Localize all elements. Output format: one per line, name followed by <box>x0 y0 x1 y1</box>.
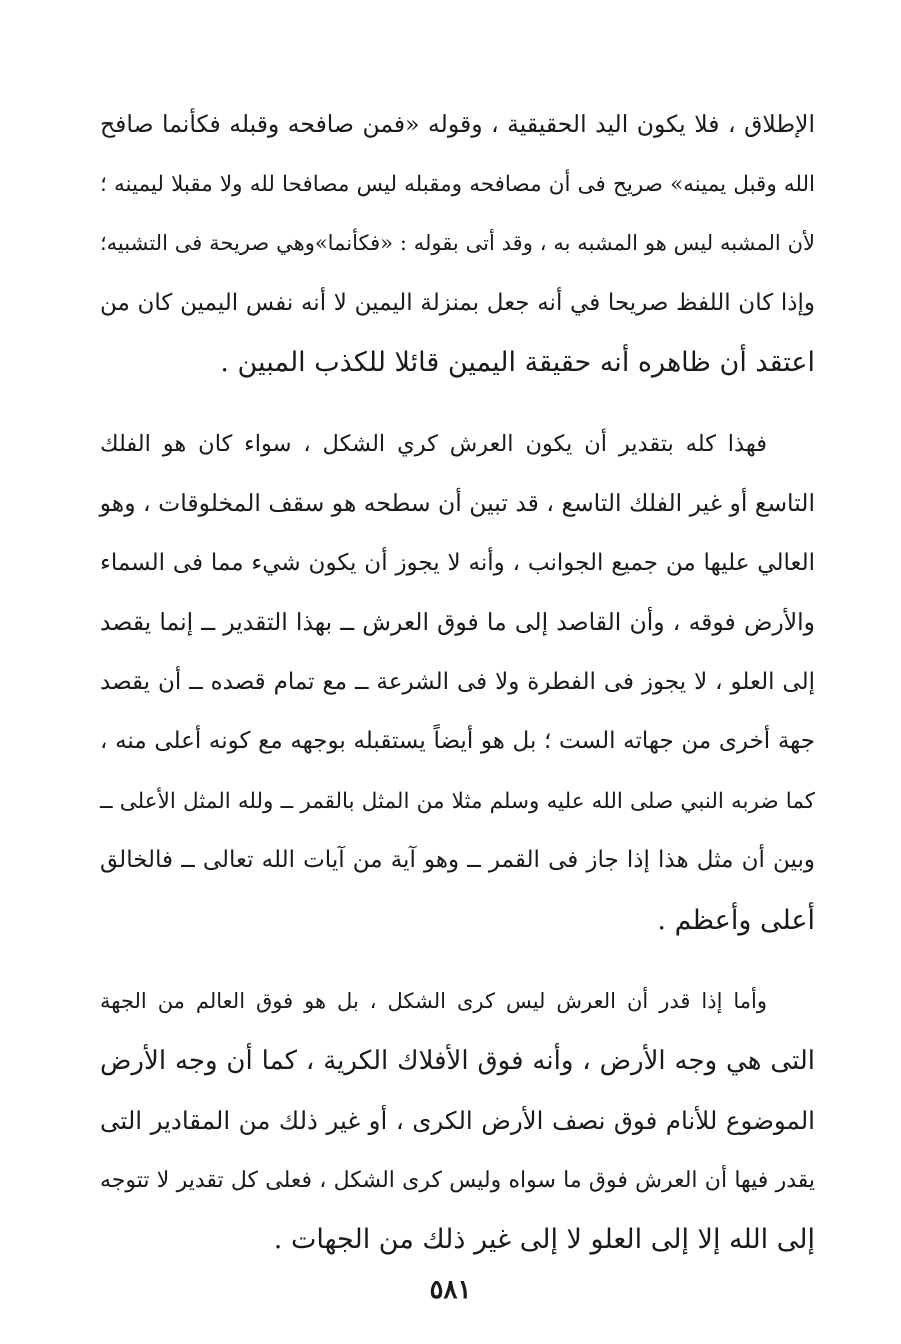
text-line: وبين أن مثل هذا إذا جاز فى القمر ــ وهو آية من آيات الله تعالى ــ فالخالق <box>100 847 815 873</box>
paragraph-3 <box>100 972 815 1270</box>
text-line: والأرض فوقه ، وأن القاصد إلى ما فوق العرش ــ بهذا التقدير ــ إنما يقصد <box>100 608 815 636</box>
text-line: يقدر فيها أن العرش فوق ما سواه وليس كرى الشكل ، فعلى كل تقدير لا تتوجه <box>100 1167 815 1193</box>
text-line: وأما إذا قدر أن العرش ليس كرى الشكل ، بل هو فوق العالم من الجهة <box>100 989 767 1013</box>
text-line: إلى العلو ، لا يجوز فى الفطرة ولا فى الشرعة ــ مع تمام قصده ــ أن يقصد <box>100 668 815 695</box>
text-line: أعلى وأعظم . <box>657 904 815 936</box>
page-number: ٥٨١ <box>429 1275 472 1305</box>
text-line: لأن المشبه ليس هو المشبه به ، وقد أتى بقوله : «فكأنما»وهي صريحة فى التشبيه؛ <box>100 231 815 255</box>
text-line: اعتقد أن ظاهره أنه حقيقة اليمين قائلا للكذب المبين . <box>220 347 815 378</box>
text-line: التاسع أو غير الفلك التاسع ، قد تبين أن سطحه هو سقف المخلوقات ، وهو <box>99 489 815 517</box>
text-line: وإذا كان اللفظ صريحا في أنه جعل بمنزلة اليمين لا أنه نفس اليمين كان من <box>100 289 815 316</box>
page-body <box>100 95 815 1270</box>
text-line: كما ضربه النبي صلى الله عليه وسلم مثلا من المثل بالقمر ــ ولله المثل الأعلى ــ <box>100 788 815 814</box>
text-line: فهذا كله بتقدير أن يكون العرش كري الشكل ، سواء كان هو الفلك <box>100 430 767 457</box>
text-line: العالي عليها من جميع الجوانب ، وأنه لا يجوز أن يكون شيء مما فى السماء <box>100 549 815 576</box>
text-line: الله وقبل يمينه» صريح فى أن مصافحه ومقبله ليس مصافحا لله ولا مقبلا ليمينه ؛ <box>100 171 815 197</box>
paragraph-1 <box>100 95 815 393</box>
text-line: جهة أخرى من جهاته الست ؛ بل هو أيضاً يستقبله بوجهه مع كونه أعلى منه ، <box>100 728 815 754</box>
text-line: إلى الله إلا إلى العلو لا إلى غير ذلك من الجهات . <box>273 1224 815 1255</box>
text-line: التى هي وجه الأرض ، وأنه فوق الأفلاك الكرية ، كما أن وجه الأرض <box>100 1045 815 1076</box>
paragraph-2 <box>100 415 815 951</box>
text-line: الإطلاق ، فلا يكون اليد الحقيقية ، وقوله «فمن صافحه وقبله فكأنما صافح <box>100 110 815 138</box>
text-line: الموضوع للأنام فوق نصف الأرض الكرى ، أو غير ذلك من المقادير التى <box>100 1106 815 1135</box>
